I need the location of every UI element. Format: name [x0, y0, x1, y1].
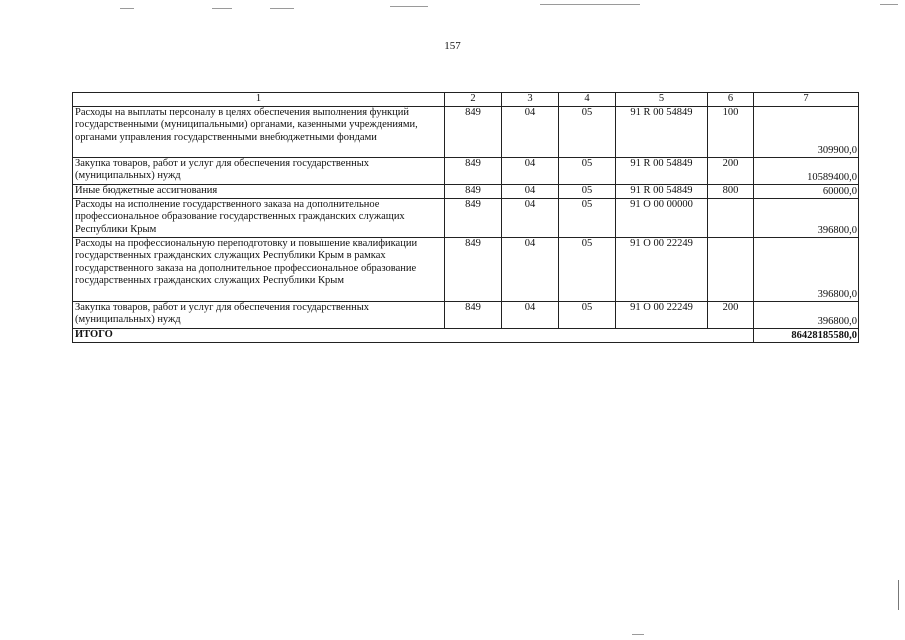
scan-artifact-line	[270, 8, 294, 9]
expense-type-code: 800	[708, 185, 754, 199]
expense-type-code: 200	[708, 302, 754, 329]
scan-artifact-line	[212, 8, 232, 9]
expense-name: Расходы на исполнение государственного заказа на дополнительное профессиональное образование государственных гражданских служащих Республики Крым	[73, 199, 445, 238]
amount: 309900,0	[754, 107, 859, 158]
expense-name: Иные бюджетные ассигнования	[73, 185, 445, 199]
ministry-code: 849	[445, 238, 502, 302]
subsection-code: 05	[559, 199, 616, 238]
amount: 10589400,0	[754, 158, 859, 185]
expense-name: Расходы на профессиональную переподготовку и повышение квалификации государственных гражданских служащих Республики Крым в рамках государственного заказа на дополнительное профессиональное образование государственных гражданских служащих Республики Крым	[73, 238, 445, 302]
scan-artifact-line	[632, 634, 644, 635]
expense-type-code	[708, 238, 754, 302]
ministry-code: 849	[445, 158, 502, 185]
subsection-code: 05	[559, 107, 616, 158]
expense-name: Расходы на выплаты персоналу в целях обеспечения выполнения функций государственными (муниципальными) органами, казенными учреждениями, органами управления государственными внебюджетными фондами	[73, 107, 445, 158]
column-number: 7	[754, 93, 859, 107]
expense-name: Закупка товаров, работ и услуг для обеспечения государственных (муниципальных) нужд	[73, 302, 445, 329]
table-row	[73, 302, 859, 329]
page-number: 157	[444, 40, 461, 52]
table-row	[73, 238, 859, 302]
table-row	[73, 185, 859, 199]
budget-allocation-table	[72, 92, 859, 343]
scan-artifact-line	[880, 4, 898, 5]
section-code: 04	[502, 107, 559, 158]
section-code: 04	[502, 199, 559, 238]
column-number: 5	[616, 93, 708, 107]
subsection-code: 05	[559, 185, 616, 199]
target-article-code: 91 О 00 22249	[616, 302, 708, 329]
column-number: 1	[73, 93, 445, 107]
column-number: 4	[559, 93, 616, 107]
column-number-row	[73, 93, 859, 107]
target-article-code: 91 R 00 54849	[616, 185, 708, 199]
subsection-code: 05	[559, 158, 616, 185]
amount: 396800,0	[754, 302, 859, 329]
target-article-code: 91 О 00 22249	[616, 238, 708, 302]
expense-name: Закупка товаров, работ и услуг для обеспечения государственных (муниципальных) нужд	[73, 158, 445, 185]
table-row	[73, 158, 859, 185]
subsection-code: 05	[559, 238, 616, 302]
section-code: 04	[502, 185, 559, 199]
section-code: 04	[502, 302, 559, 329]
scan-edge-mark	[898, 580, 899, 610]
ministry-code: 849	[445, 185, 502, 199]
target-article-code: 91 R 00 54849	[616, 107, 708, 158]
column-number: 6	[708, 93, 754, 107]
column-number: 3	[502, 93, 559, 107]
total-label: ИТОГО	[73, 329, 754, 343]
section-code: 04	[502, 238, 559, 302]
total-amount: 86428185580,0	[754, 329, 859, 343]
column-number: 2	[445, 93, 502, 107]
amount: 396800,0	[754, 199, 859, 238]
total-row	[73, 329, 859, 343]
expense-type-code: 200	[708, 158, 754, 185]
table-row	[73, 107, 859, 158]
ministry-code: 849	[445, 199, 502, 238]
ministry-code: 849	[445, 302, 502, 329]
scan-artifact-line	[120, 8, 134, 9]
amount: 60000,0	[754, 185, 859, 199]
subsection-code: 05	[559, 302, 616, 329]
table-row	[73, 199, 859, 238]
scan-artifact-line	[540, 4, 640, 5]
expense-type-code	[708, 199, 754, 238]
ministry-code: 849	[445, 107, 502, 158]
target-article-code: 91 О 00 00000	[616, 199, 708, 238]
scan-artifact-line	[390, 6, 428, 7]
amount: 396800,0	[754, 238, 859, 302]
section-code: 04	[502, 158, 559, 185]
expense-type-code: 100	[708, 107, 754, 158]
target-article-code: 91 R 00 54849	[616, 158, 708, 185]
